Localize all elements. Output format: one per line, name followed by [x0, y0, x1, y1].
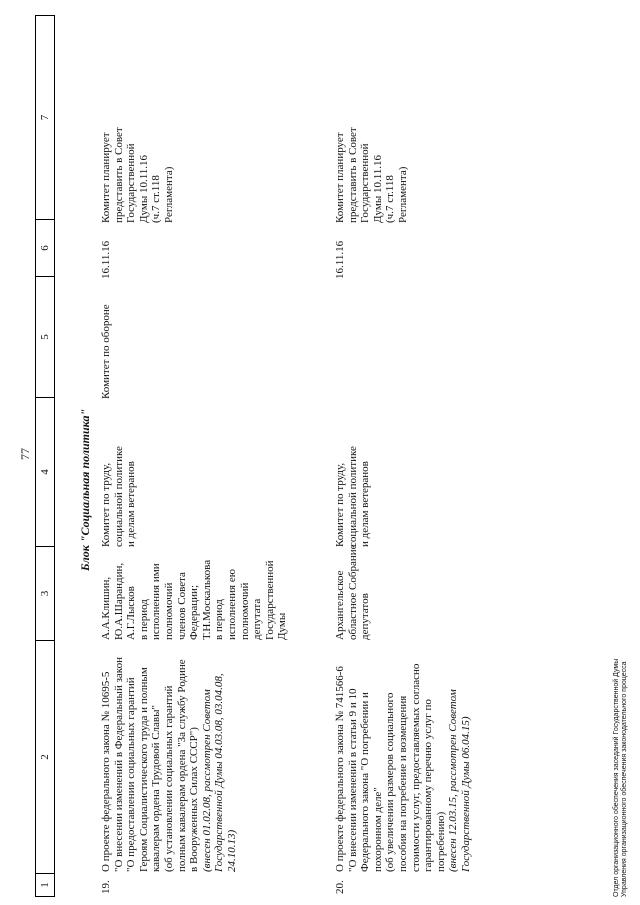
- cell-text-line: Архангельское: [334, 570, 346, 640]
- cell-text-line: пособия на погребение и возмещения: [396, 695, 409, 872]
- cell-text-line: Комитет по обороне: [100, 304, 112, 399]
- table-row: [100, 17, 289, 897]
- cell-text-line: полномочий: [162, 582, 175, 640]
- cell-text-line: кавалерам ордена Трудовой Славы": [150, 704, 163, 872]
- column-header: 4: [36, 397, 54, 546]
- initiators: [334, 544, 473, 643]
- cell-text-line: Государственной: [359, 143, 372, 223]
- cell-text-line: депутатов: [359, 593, 372, 640]
- column-header: 7: [39, 114, 51, 121]
- cell-text-line: (ч.7 ст.118: [384, 175, 397, 223]
- column-header: 6: [36, 219, 54, 276]
- cell-text-line: Думы: [276, 612, 289, 640]
- cell-text-line: исполнения ими: [150, 563, 163, 640]
- cell-text-line: А.Г.Лысков: [125, 586, 138, 640]
- cell-text-line: Комитет по труду,: [100, 462, 112, 547]
- cell-text-line: Думы 10.11.16: [371, 154, 384, 223]
- page-number: 77: [18, 448, 32, 460]
- cell-text-line: Героям Социалистического труда и полным: [137, 667, 150, 872]
- cell-text-line: "О внесении изменений в статьи 9 и 10: [346, 688, 359, 872]
- footer: [613, 659, 629, 897]
- cell-text-line: Государственной: [263, 560, 276, 640]
- block-title: Блок "Социальная политика": [78, 408, 92, 571]
- cell-text-line: (об увеличении размеров социального: [384, 692, 397, 872]
- cell-text-line: О проекте федерального закона № 10695-5: [100, 671, 112, 872]
- column-header: 2: [36, 640, 54, 873]
- row-number: 19.: [100, 880, 112, 894]
- cell-text-line: представить в Совет: [112, 127, 125, 223]
- responsible-committee: [334, 402, 473, 550]
- cell-text-line: социальной политике: [346, 446, 359, 547]
- cell-text-line: Комитет планирует: [100, 132, 112, 223]
- cell-text-line: 24.10.13): [225, 829, 238, 872]
- footer-line: Отдел организационного обеспечения заседаний Государственной Думы: [613, 658, 620, 897]
- cell-text-line: Комитет планирует: [334, 132, 346, 223]
- column-header: 3: [36, 546, 54, 640]
- date: 16.11.16: [100, 240, 112, 279]
- bill-description: [100, 643, 289, 875]
- cell-text-line: Регламента): [396, 166, 409, 223]
- responsible-committee: [100, 402, 289, 550]
- cell-text-line: погребению): [434, 811, 447, 872]
- notes: [334, 17, 473, 226]
- cell-text-line: гарантированному перечню услуг по: [422, 699, 435, 872]
- cell-text-line: полным кавалерам ордена "За службу Родине: [175, 659, 188, 872]
- cell-text-line: Федерального закона "О погребении и: [359, 692, 372, 872]
- cell-text-line: (внесен 12.03.15, рассмотрен Советом: [447, 689, 460, 872]
- cell-text-line: депутата: [251, 598, 264, 640]
- cell-text-line: (внесен 01.02.08, рассмотрен Советом: [200, 689, 213, 872]
- table-row: [334, 17, 473, 897]
- cell-text-line: исполнения ею: [225, 569, 238, 640]
- bill-description: [334, 643, 473, 875]
- cell-text-line: А.А.Клишин,: [100, 576, 112, 640]
- cell-text-line: и делам ветеранов: [125, 461, 138, 547]
- row-number: 20.: [334, 880, 346, 894]
- cell-text-line: в период: [137, 599, 150, 640]
- cell-text-line: Ю.А.Шарандин,: [112, 562, 125, 640]
- notes: [100, 17, 289, 226]
- cell-text-line: похоронном деле": [371, 787, 384, 872]
- cell-text-line: членов Совета: [175, 572, 188, 640]
- cell-text-line: Государственной Думы 04.03.08, 03.04.08,: [213, 673, 226, 872]
- cell-text-line: "О предоставлении социальных гарантий: [125, 677, 138, 872]
- cell-text-line: "О внесении изменений в Федеральный закон: [112, 657, 125, 872]
- cell-text-line: Комитет по труду,: [334, 462, 346, 547]
- date: 16.11.16: [334, 240, 346, 279]
- cell-text-line: областное Собрание: [346, 544, 359, 640]
- cell-text-line: Т.Н.Москалькова: [200, 559, 213, 640]
- cell-text-line: (ч.7 ст.118: [150, 175, 163, 223]
- cell-text-line: (об установлении социальных гарантий: [162, 685, 175, 872]
- co-executor-committee: [100, 282, 289, 402]
- cell-text-line: полномочий: [238, 582, 251, 640]
- cell-text-line: Федерации;: [188, 584, 201, 640]
- cell-text-line: представить в Совет: [346, 127, 359, 223]
- cell-text-line: О проекте федерального закона № 741566-6: [334, 666, 346, 872]
- initiators: [100, 550, 289, 643]
- cell-text-line: стоимости услуг, предоставляемых согласно: [409, 663, 422, 872]
- cell-text-line: в Вооруженных Силах СССР"): [188, 727, 201, 872]
- cell-text-line: социальной политике: [112, 446, 125, 547]
- column-header: 5: [36, 276, 54, 397]
- column-header-row: [35, 15, 55, 897]
- cell-text-line: и делам ветеранов: [359, 461, 372, 547]
- co-executor-committee: [334, 282, 473, 402]
- column-header: 1: [36, 873, 54, 896]
- cell-text-line: Государственной Думы 06.04.15): [459, 716, 472, 872]
- footer-line: Управления организационного обеспечения законодательного процесса: [621, 661, 628, 897]
- cell-text-line: Государственной: [125, 143, 138, 223]
- cell-text-line: Регламента): [162, 166, 175, 223]
- cell-text-line: в период: [213, 599, 226, 640]
- cell-text-line: Думы 10.11.16: [137, 154, 150, 223]
